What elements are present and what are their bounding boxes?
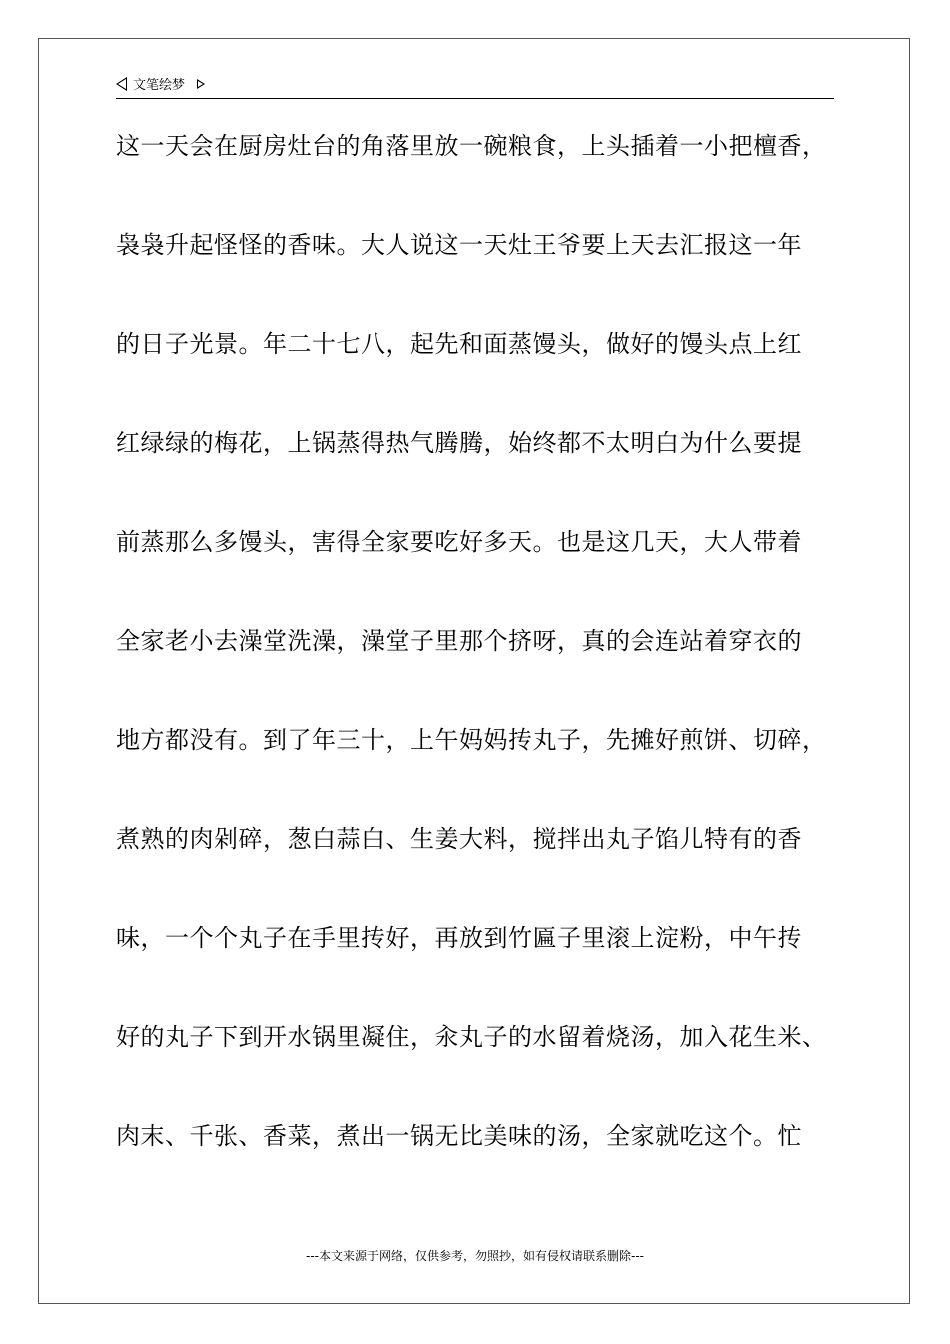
header-left xyxy=(116,74,205,93)
text-line: 地方都没有。到了年三十，上午妈妈抟丸子，先摊好煎饼、切碎， xyxy=(116,726,827,754)
text-line: 袅袅升起怪怪的香味。大人说这一天灶王爷要上天去汇报这一年 xyxy=(116,231,802,259)
text-line: 全家老小去澡堂洗澡，澡堂子里那个挤呀，真的会连站着穿衣的 xyxy=(116,627,802,655)
triangle-left-icon xyxy=(116,77,127,91)
body-text xyxy=(116,128,856,1217)
triangle-right-icon xyxy=(197,79,205,89)
text-line: 红绿绿的梅花，上锅蒸得热气腾腾，始终都不太明白为什么要提 xyxy=(116,429,802,457)
text-line: 煮熟的肉剁碎，葱白蒜白、生姜大料，搅拌出丸子馅儿特有的香 xyxy=(116,825,802,853)
page-header xyxy=(116,74,834,99)
text-line: 这一天会在厨房灶台的角落里放一碗粮食，上头插着一小把檀香， xyxy=(116,132,827,160)
footer-notice: ---本文来源于网络，仅供参考，勿照抄，如有侵权请联系删除--- xyxy=(306,1249,644,1263)
text-line: 好的丸子下到开水锅里凝住，汆丸子的水留着烧汤，加入花生米、 xyxy=(116,1023,827,1051)
header-title: 文笔绘梦 xyxy=(133,78,186,93)
text-line: 肉末、千张、香菜，煮出一锅无比美味的汤，全家就吃这个。忙 xyxy=(116,1122,802,1150)
text-line: 的日子光景。年二十七八，起先和面蒸馒头，做好的馒头点上红 xyxy=(116,330,802,358)
text-line: 味，一个个丸子在手里抟好，再放到竹匾子里滚上淀粉，中午抟 xyxy=(116,924,802,952)
text-line: 前蒸那么多馒头，害得全家要吃好多天。也是这几天，大人带着 xyxy=(116,528,802,556)
